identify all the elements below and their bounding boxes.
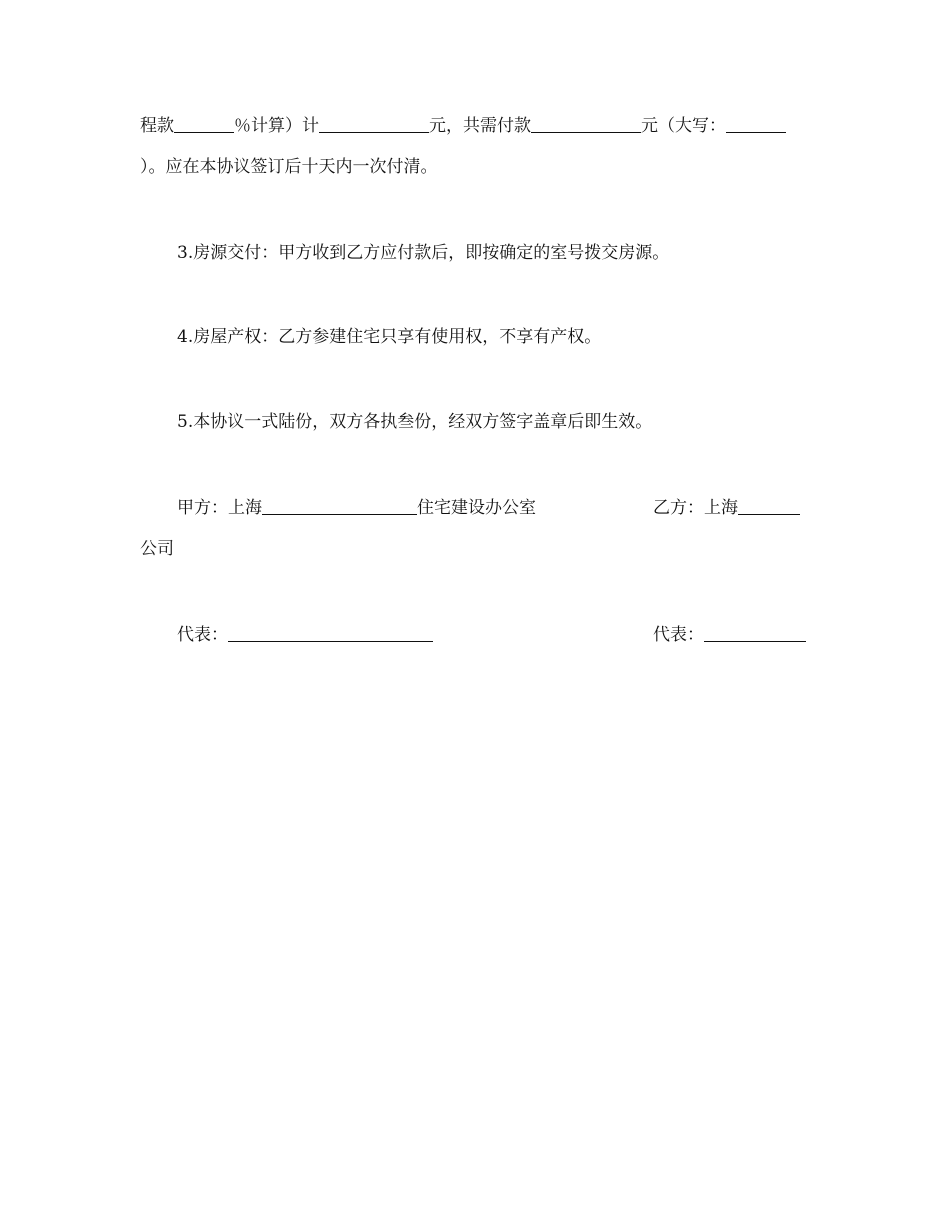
party-b-suffix: 公司	[140, 539, 174, 559]
payment-text-3: 元，共需付款	[429, 116, 531, 136]
party-a-name-blank	[262, 496, 417, 515]
party-b-prefix: 乙方：上海	[653, 498, 738, 518]
clause-4: 4.房屋产权：乙方参建住宅只享有使用权，不享有产权。	[177, 327, 602, 347]
payment-text-2: ％计算）计	[234, 116, 319, 136]
party-a-line	[177, 496, 536, 519]
payment-text-1: 程款	[140, 116, 174, 136]
payment-text-4: 元（大写：	[641, 116, 726, 136]
percentage-blank	[174, 114, 234, 133]
representative-b-blank	[704, 623, 806, 642]
payment-line-2: ）。应在本协议签订后十天内一次付清。	[140, 157, 438, 177]
party-b-name-blank	[738, 496, 800, 515]
total-amount-blank	[531, 114, 641, 133]
uppercase-amount-blank	[726, 114, 786, 133]
party-b-line	[653, 496, 800, 519]
representative-a-label: 代表：	[177, 625, 228, 645]
party-a-suffix: 住宅建设办公室	[417, 498, 536, 518]
payment-line-1	[140, 114, 786, 137]
representative-b-label: 代表：	[653, 625, 704, 645]
amount-blank	[319, 114, 429, 133]
party-a-prefix: 甲方：上海	[177, 498, 262, 518]
representative-b-line	[653, 623, 806, 646]
clause-3: 3.房源交付：甲方收到乙方应付款后，即按确定的室号拨交房源。	[177, 243, 670, 263]
clause-5: 5.本协议一式陆份，双方各执叁份，经双方签字盖章后即生效。	[177, 412, 653, 432]
representative-a-line	[177, 623, 433, 646]
representative-a-blank	[228, 623, 433, 642]
